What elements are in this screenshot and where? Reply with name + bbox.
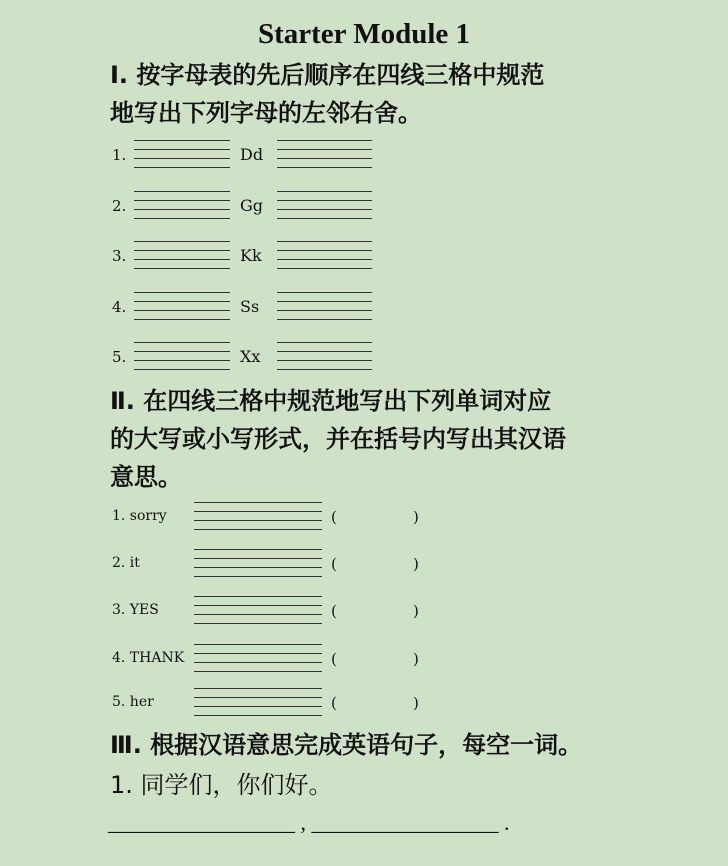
left-writing-lines[interactable]	[134, 140, 230, 168]
letter-label: Ss	[240, 297, 260, 316]
right-writing-lines[interactable]	[277, 140, 372, 168]
item-number: 3.	[112, 247, 127, 265]
word-label: 1. sorry	[112, 508, 167, 524]
word-row	[0, 644, 728, 684]
letter-label: Kk	[240, 246, 262, 265]
page-title: Starter Module 1	[257, 18, 471, 50]
section1-heading	[110, 56, 630, 132]
section2-heading	[110, 382, 630, 496]
left-writing-lines[interactable]	[134, 241, 230, 269]
paren-close: )	[413, 650, 419, 668]
right-writing-lines[interactable]	[277, 241, 372, 269]
letter-row	[0, 140, 728, 180]
section2-heading-line1: Ⅱ. 在四线三格中规范地写出下列单词对应	[110, 387, 552, 415]
paren-close: )	[413, 508, 419, 526]
word-label: 2. it	[112, 555, 140, 571]
section1-heading-line1: Ⅰ. 按字母表的先后顺序在四线三格中规范	[110, 61, 545, 89]
left-writing-lines[interactable]	[134, 342, 230, 370]
right-writing-lines[interactable]	[277, 191, 372, 219]
letter-label: Gg	[240, 196, 264, 215]
answer-blanks[interactable]: _________________ , _________________ .	[108, 810, 510, 835]
letter-row	[0, 292, 728, 332]
word-row	[0, 549, 728, 589]
letter-label: Dd	[240, 145, 264, 164]
question-1: 1. 同学们，你们好。	[110, 771, 333, 799]
right-writing-lines[interactable]	[277, 342, 372, 370]
item-number: 5.	[112, 348, 127, 366]
left-writing-lines[interactable]	[134, 292, 230, 320]
word-writing-lines[interactable]	[194, 549, 322, 577]
letter-row	[0, 191, 728, 231]
word-writing-lines[interactable]	[194, 644, 322, 672]
word-row	[0, 502, 728, 542]
paren-open: (	[331, 508, 337, 526]
item-number: 2.	[112, 197, 127, 215]
letter-row	[0, 342, 728, 382]
section1-heading-line2: 地写出下列字母的左邻右舍。	[110, 99, 422, 127]
letter-row	[0, 241, 728, 281]
paren-open: (	[331, 602, 337, 620]
word-writing-lines[interactable]	[194, 596, 322, 624]
word-row	[0, 688, 728, 728]
word-label: 4. THANK	[112, 650, 185, 666]
word-writing-lines[interactable]	[194, 688, 322, 716]
paren-close: )	[413, 602, 419, 620]
paren-close: )	[413, 555, 419, 573]
paren-open: (	[331, 555, 337, 573]
section2-heading-line2: 的大写或小写形式，并在括号内写出其汉语	[110, 425, 566, 453]
word-writing-lines[interactable]	[194, 502, 322, 530]
word-row	[0, 596, 728, 636]
word-label: 3. YES	[112, 602, 159, 618]
section2-heading-line3: 意思。	[110, 463, 182, 491]
word-label: 5. her	[112, 694, 154, 710]
item-number: 4.	[112, 298, 127, 316]
letter-label: Xx	[240, 347, 261, 366]
paren-open: (	[331, 650, 337, 668]
right-writing-lines[interactable]	[277, 292, 372, 320]
section3-heading: Ⅲ. 根据汉语意思完成英语句子，每空一词。	[110, 731, 583, 759]
paren-open: (	[331, 694, 337, 712]
paren-close: )	[413, 694, 419, 712]
left-writing-lines[interactable]	[134, 191, 230, 219]
item-number: 1.	[112, 146, 127, 164]
